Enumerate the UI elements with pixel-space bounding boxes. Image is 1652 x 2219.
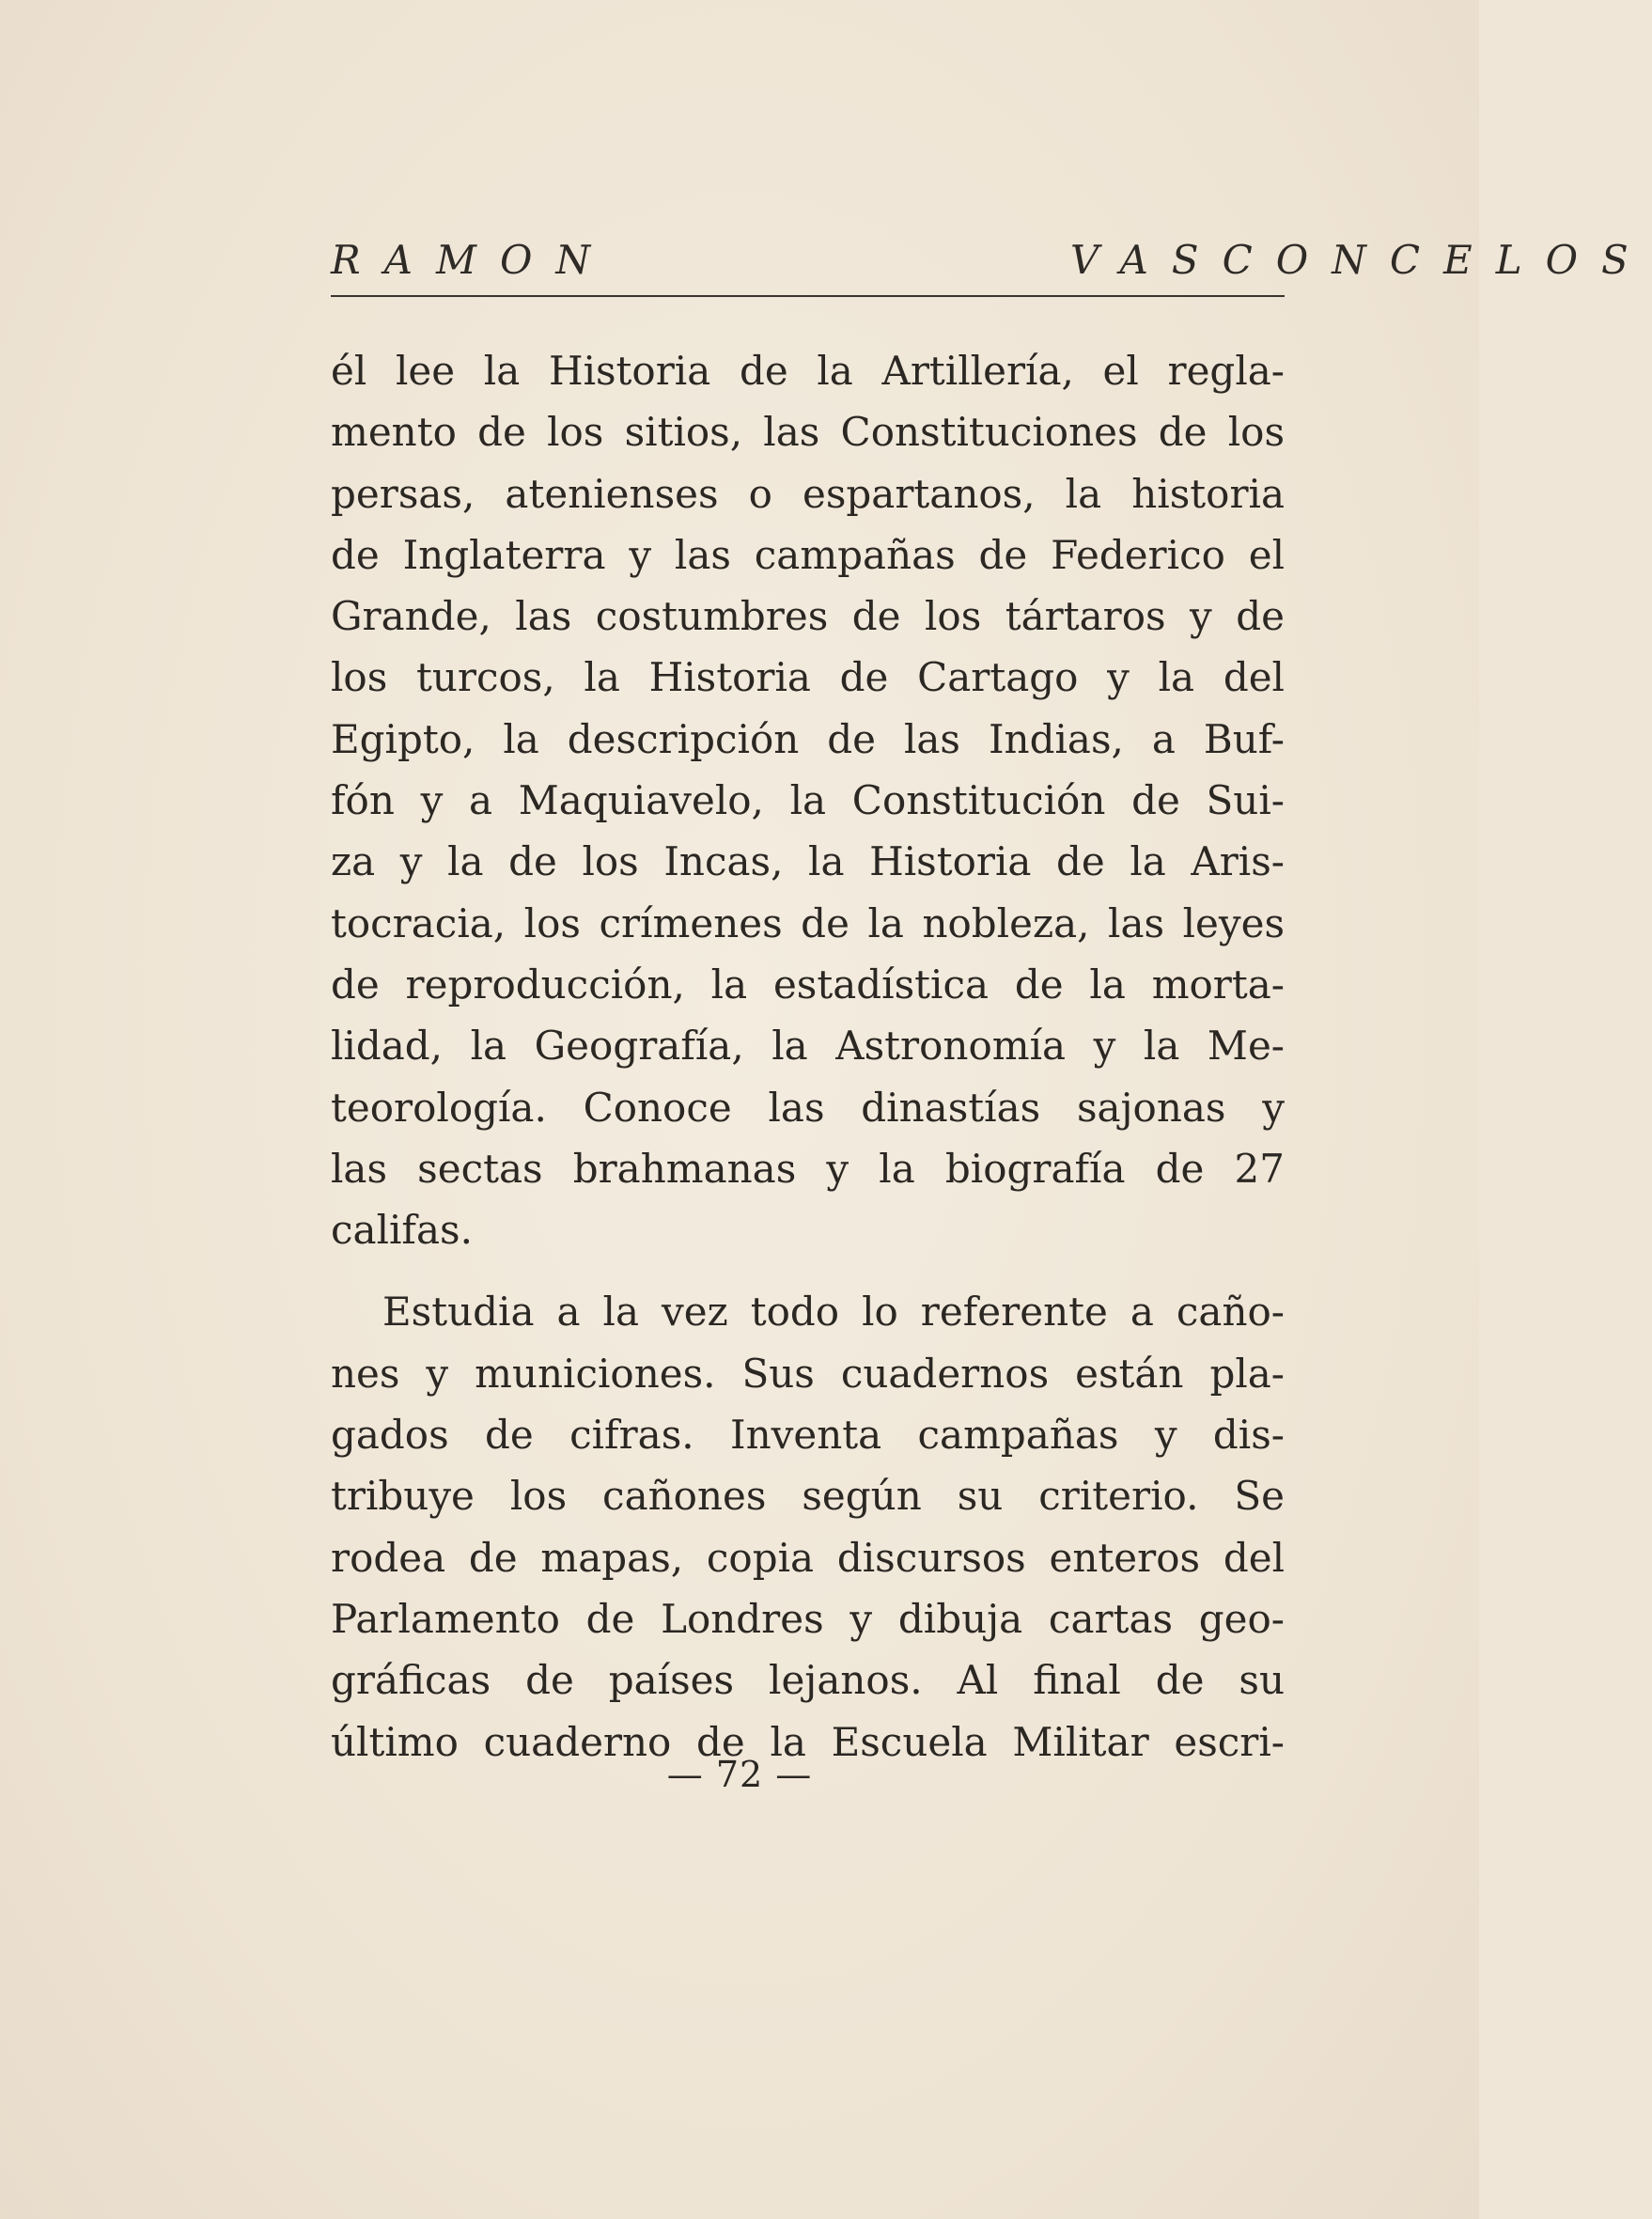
text-line: teorología. Conoce las dinastías sajonas y [331, 1084, 1285, 1131]
paragraph-2 [331, 1281, 1285, 1772]
text-line: califas. [331, 1207, 473, 1254]
text-line: él lee la Historia de la Artillería, el regla- [331, 348, 1285, 394]
running-head [331, 229, 1652, 297]
text-line: mento de los sitios, las Constituciones de los [331, 409, 1285, 456]
text-line: último cuaderno de la Escuela Militar escri- [331, 1718, 1285, 1765]
text-line: persas, atenienses o espartanos, la historia [331, 470, 1285, 517]
text-line: za y la de los Incas, la Historia de la Aris- [331, 838, 1285, 885]
text-line: las sectas brahmanas y la biografía de 27 [331, 1145, 1285, 1192]
body-text [331, 340, 1285, 1773]
running-head-author-first: RAMON [331, 237, 615, 283]
text-line: gráficas de países lejanos. Al final de su [331, 1657, 1285, 1704]
text-line: de reproducción, la estadística de la morta- [331, 961, 1285, 1008]
text-line: Egipto, la descripción de las Indias, a Buf- [331, 715, 1285, 762]
text-line: fón y a Maquiavelo, la Constitución de Sui- [331, 777, 1285, 824]
text-line: rodea de mapas, copia discursos enteros del [331, 1534, 1285, 1581]
text-line: Estudia a la vez todo lo referente a caño- [382, 1289, 1285, 1336]
text-line: de Inglaterra y las campañas de Federico el [331, 531, 1285, 578]
text-line: tribuye los cañones según su criterio. Se [331, 1473, 1285, 1520]
text-line: gados de cifras. Inventa campañas y dis- [331, 1412, 1285, 1459]
paragraph-1 [331, 340, 1285, 1260]
text-line: los turcos, la Historia de Cartago y la del [331, 654, 1285, 701]
text-line: lidad, la Geografía, la Astronomía y la Me- [331, 1023, 1285, 1070]
text-line: Grande, las costumbres de los tártaros y de [331, 593, 1285, 640]
running-head-author-last: VASCONCELOS [1070, 237, 1652, 283]
text-line: nes y municiones. Sus cuadernos están pla- [331, 1350, 1285, 1397]
text-line: Parlamento de Londres y dibuja cartas geo- [331, 1595, 1285, 1642]
page-number: — 72 — [666, 1754, 813, 1795]
paragraph-gap [331, 1260, 1285, 1281]
text-line: tocracia, los crímenes de la nobleza, las leyes [331, 899, 1285, 946]
